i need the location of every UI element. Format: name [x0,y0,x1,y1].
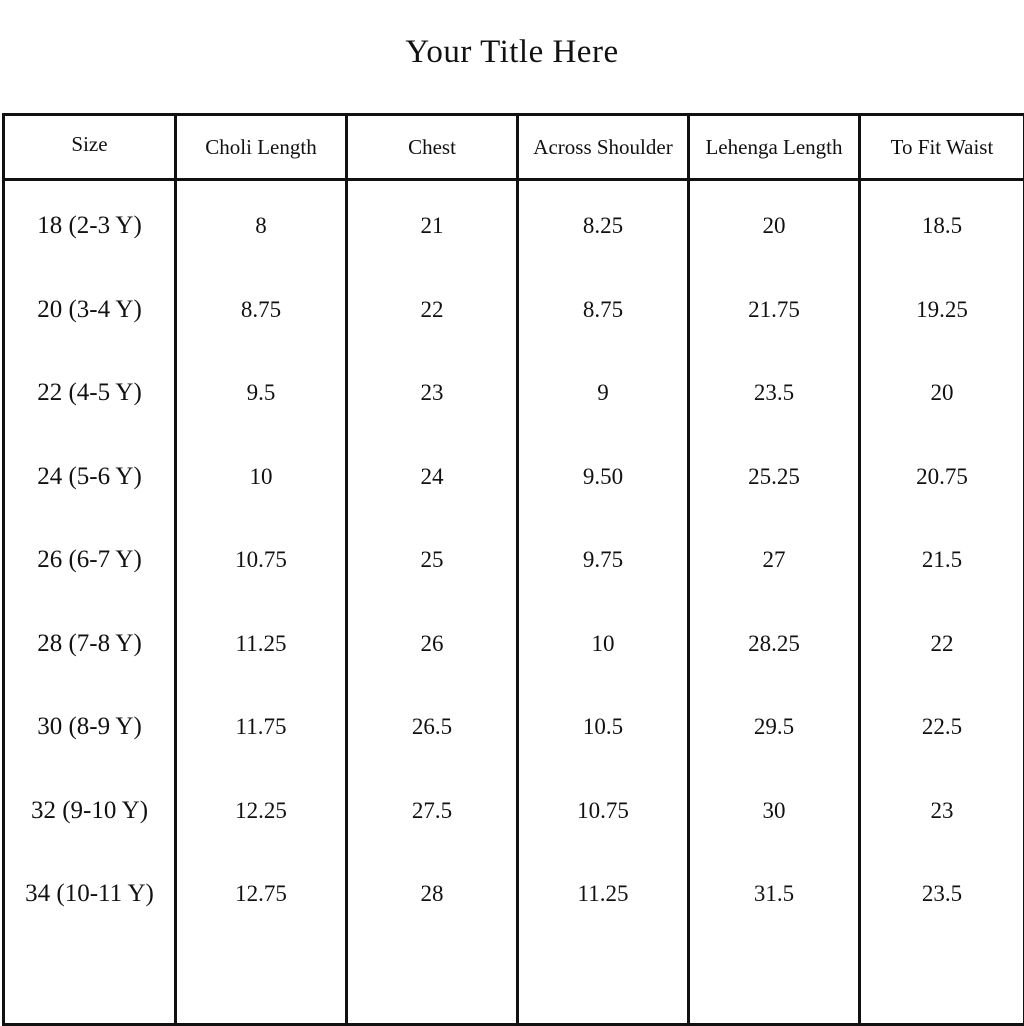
cell-lehenga-length: 28.25 [748,631,800,656]
cell-lehenga-length: 20 [762,213,786,238]
cell-chest: 27.5 [411,798,453,823]
cell-across-shoulder: 9.50 [582,464,624,489]
cell-chest: 28 [420,881,444,906]
cell-lehenga-length: 25.25 [748,464,800,489]
column-header-choli-length: Choli Length [205,134,317,159]
cell-choli-length: 9.5 [246,380,276,405]
cell-choli-length: 12.75 [235,881,287,906]
cell-to-fit-waist: 22 [930,631,954,656]
cell-choli-length: 11.25 [235,631,287,656]
cell-across-shoulder: 9.75 [582,547,624,572]
column-header-across-shoulder: Across Shoulder [533,134,673,159]
cell-chest: 26 [420,631,444,656]
cell-to-fit-waist: 22.5 [921,714,963,739]
cell-size: 34 (10-11 Y) [25,880,154,907]
cell-size: 18 (2-3 Y) [37,212,142,239]
cell-size: 28 (7-8 Y) [37,630,142,657]
cell-chest: 23 [420,380,444,405]
column-header-lehenga-length: Lehenga Length [705,134,843,159]
cell-choli-length: 10.75 [235,547,287,572]
cell-lehenga-length: 29.5 [753,714,795,739]
cell-choli-length: 10 [249,464,273,489]
cell-lehenga-length: 31.5 [753,881,795,906]
cell-lehenga-length: 23.5 [753,380,795,405]
cell-across-shoulder: 10.5 [582,714,624,739]
cell-choli-length: 8 [255,213,267,238]
cell-to-fit-waist: 19.25 [916,297,968,322]
cell-across-shoulder: 8.25 [582,213,624,238]
cell-across-shoulder: 9 [597,380,609,405]
cell-chest: 25 [420,547,444,572]
cell-across-shoulder: 10.75 [577,798,629,823]
cell-size: 32 (9-10 Y) [30,797,149,824]
column-header-to-fit-waist: To Fit Waist [890,134,994,159]
page-title: Your Title Here [405,34,619,70]
header-divider [5,178,1023,181]
cell-across-shoulder: 10 [591,631,615,656]
cell-chest: 24 [420,464,444,489]
column-header-chest: Chest [408,134,456,159]
cell-lehenga-length: 27 [762,547,786,572]
cell-size: 24 (5-6 Y) [37,463,142,490]
cell-choli-length: 8.75 [240,297,282,322]
cell-chest: 22 [420,297,444,322]
cell-choli-length: 11.75 [235,714,287,739]
cell-to-fit-waist: 23 [930,798,954,823]
cell-size: 22 (4-5 Y) [37,379,142,406]
cell-size: 20 (3-4 Y) [37,296,142,323]
cell-across-shoulder: 11.25 [577,881,629,906]
cell-across-shoulder: 8.75 [582,297,624,322]
cell-to-fit-waist: 18.5 [921,213,963,238]
cell-size: 30 (8-9 Y) [37,713,142,740]
cell-choli-length: 12.25 [235,798,287,823]
cell-lehenga-length: 30 [762,798,786,823]
cell-to-fit-waist: 20 [930,380,954,405]
size-chart-table [2,113,1024,1026]
cell-to-fit-waist: 23.5 [921,881,963,906]
cell-size: 26 (6-7 Y) [37,546,142,573]
cell-lehenga-length: 21.75 [748,297,800,322]
cell-to-fit-waist: 20.75 [916,464,968,489]
column-header-size: Size [71,132,108,156]
cell-to-fit-waist: 21.5 [921,547,963,572]
cell-chest: 26.5 [411,714,453,739]
cell-chest: 21 [420,213,444,238]
